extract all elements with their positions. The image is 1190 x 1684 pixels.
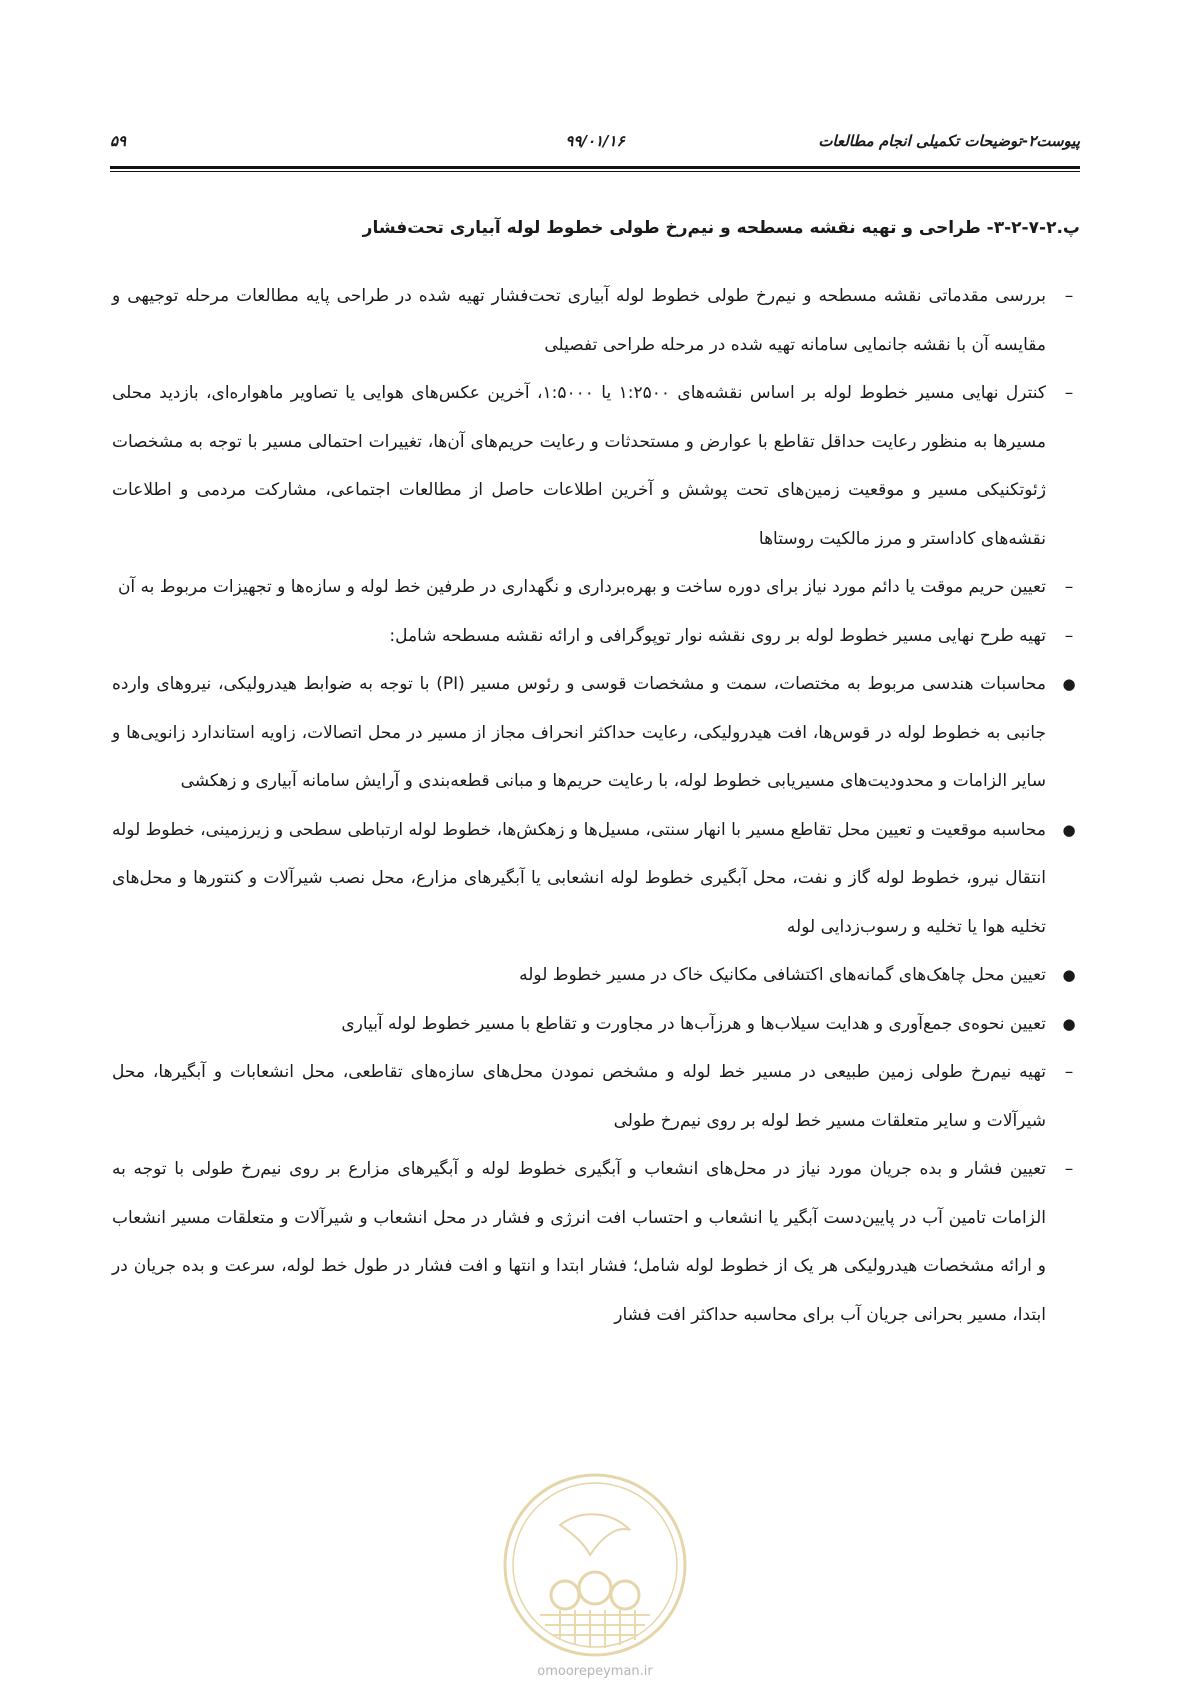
- list-item-text: تعیین نحوه‌ی جمع‌آوری و هدایت سیلاب‌ها و هرزآب‌ها در مجاورت و تقاطع با مسیر خطوط لوله آبیاری: [341, 1013, 1046, 1034]
- list-item: [112, 612, 1080, 661]
- dash-marker: –: [1064, 625, 1074, 646]
- list-item: [112, 1000, 1080, 1049]
- list-item-text: تعیین محل چاهک‌های گمانه‌های اکتشافی مکانیک خاک در مسیر خطوط لوله: [519, 965, 1046, 985]
- dash-marker: –: [1064, 577, 1074, 597]
- list-item-text: بررسی مقدماتی نقشه مسطحه و نیم‌رخ طولی خطوط لوله آبیاری تحت‌فشار تهیه شده در طراحی پایه مطالعات مرحله توجیهی و مقایسه آن با نقشه جانمایی سامانه تهیه شده در مرحله طراحی تفصیلی: [112, 286, 1046, 355]
- list-item: [112, 951, 1080, 1000]
- watermark-logo: [500, 1470, 690, 1660]
- list-item: [112, 806, 1080, 952]
- list-item: [112, 660, 1080, 806]
- list-item-text: محاسبات هندسی مربوط به مختصات، سمت و مشخصات قوسی و رئوس مسیر (PI) با توجه به ضوابط هیدرولیکی، نیروهای وارده جانبی به خطوط لوله در قوس‌ها، افت هیدرولیکی، رعایت حداکثر انحراف مجاز از مسیر در محل اتصالات، زاویه استاندارد زانویی‌ها و سایر الزامات و محدودیت‌های مسیریابی خطوط لوله، با رعایت حریم‌ها و مبانی قطعه‌بندی و آرایش سامانه آبیاری و زهکشی: [112, 674, 1046, 791]
- bullet-icon: ●: [1062, 820, 1076, 839]
- page-number: ۵۹: [110, 132, 127, 150]
- header-rule-thin: [110, 171, 1080, 172]
- list-item: [112, 1048, 1080, 1145]
- dash-marker: –: [1064, 383, 1074, 403]
- list-item-text: تهیه نیم‌رخ طولی زمین طبیعی در مسیر خط لوله و مشخص نمودن محل‌های سازه‌های تقاطعی، محل انشعابات و آبگیرها، محل شیرآلات و سایر متعلقات مسیر خط لوله بر روی نیم‌رخ طولی: [112, 1062, 1046, 1131]
- bullet-icon: ●: [1062, 966, 1076, 984]
- dash-marker: –: [1064, 286, 1074, 306]
- dash-marker: –: [1064, 1062, 1074, 1082]
- bullet-icon: ●: [1062, 675, 1076, 693]
- list-item: [112, 369, 1080, 563]
- list-item: [112, 272, 1080, 369]
- list-item-text: محاسبه موقعیت و تعیین محل تقاطع مسیر با انهار سنتی، مسیل‌ها و زهکش‌ها، خطوط لوله ارتباطی سطحی و زیرزمینی، خطوط لوله انتقال نیرو، خطوط لوله گاز و نفت، محل آبگیری خطوط لوله انشعابی یا آبگیرهای مزارع، محل نصب شیرآلات و کنتورها و محل‌های تخلیه هوا یا تخلیه و رسوب‌زدایی لوله: [112, 819, 1046, 937]
- content-body: [112, 272, 1080, 1339]
- list-item-text: تعیین فشار و بده جریان مورد نیاز در محل‌های انشعاب و آبگیری خطوط لوله و آبگیرهای مزارع بر روی نیم‌رخ طولی با توجه به الزامات تامین آب در پایین‌دست آبگیر یا انشعاب و احتساب افت انرژی و فشار در محل انشعاب و شیرآلات و متعلقات مسیر انشعاب و ارائه مشخصات هیدرولیکی هر یک از خطوط لوله شامل؛ فشار ابتدا و انتها و افت فشار در طول خط لوله، سرعت و بده جریان در ابتدا، مسیر بحرانی جریان آب برای محاسبه حداکثر افت فشار: [112, 1159, 1046, 1325]
- section-title: پ.۲-۷-۲-۳- طراحی و تهیه نقشه مسطحه و نیم‌رخ طولی خطوط لوله آبیاری تحت‌فشار: [362, 218, 1080, 238]
- bullet-icon: ●: [1062, 1014, 1076, 1033]
- watermark-site: omoorepeyman.ir: [537, 1664, 653, 1679]
- list-item: [112, 1145, 1080, 1339]
- list-item: [112, 563, 1080, 612]
- list-item-text: کنترل نهایی مسیر خطوط لوله بر اساس نقشه‌های ۱:۲۵۰۰ یا ۱:۵۰۰۰، آخرین عکس‌های هوایی یا تصاویر ماهواره‌ای، بازدید محلی مسیرها به منظور رعایت حداقل تقاطع با عوارض و مستحدثات و رعایت حریم‌های آن‌ها، تغییرات احتمالی مسیر با توجه به مشخصات ژئوتکنیکی مسیر و موقعیت زمین‌های تحت پوشش و آخرین اطلاعات حاصل از مطالعات اجتماعی، مشارکت مردمی و اطلاعات نقشه‌های کاداستر و مرز مالکیت روستاها: [112, 383, 1047, 549]
- page-header: [110, 128, 1080, 158]
- list-item-text: تهیه طرح نهایی مسیر خطوط لوله بر روی نقشه نوار توپوگرافی و ارائه نقشه مسطحه شامل:: [389, 625, 1046, 646]
- dash-marker: –: [1064, 1159, 1074, 1179]
- header-title: پیوست۲-توضیحات تکمیلی انجام مطالعات: [818, 132, 1080, 150]
- watermark-seal-icon: [500, 1470, 690, 1660]
- list-item-text: تعیین حریم موقت یا دائم مورد نیاز برای دوره ساخت و بهره‌برداری و نگهداری در طرفین خط لوله و سازه‌ها و تجهیزات مربوط به آن: [117, 577, 1046, 597]
- header-date: ۹۹/۰۱/۱۶: [565, 132, 625, 150]
- header-rule-thick: [110, 166, 1080, 169]
